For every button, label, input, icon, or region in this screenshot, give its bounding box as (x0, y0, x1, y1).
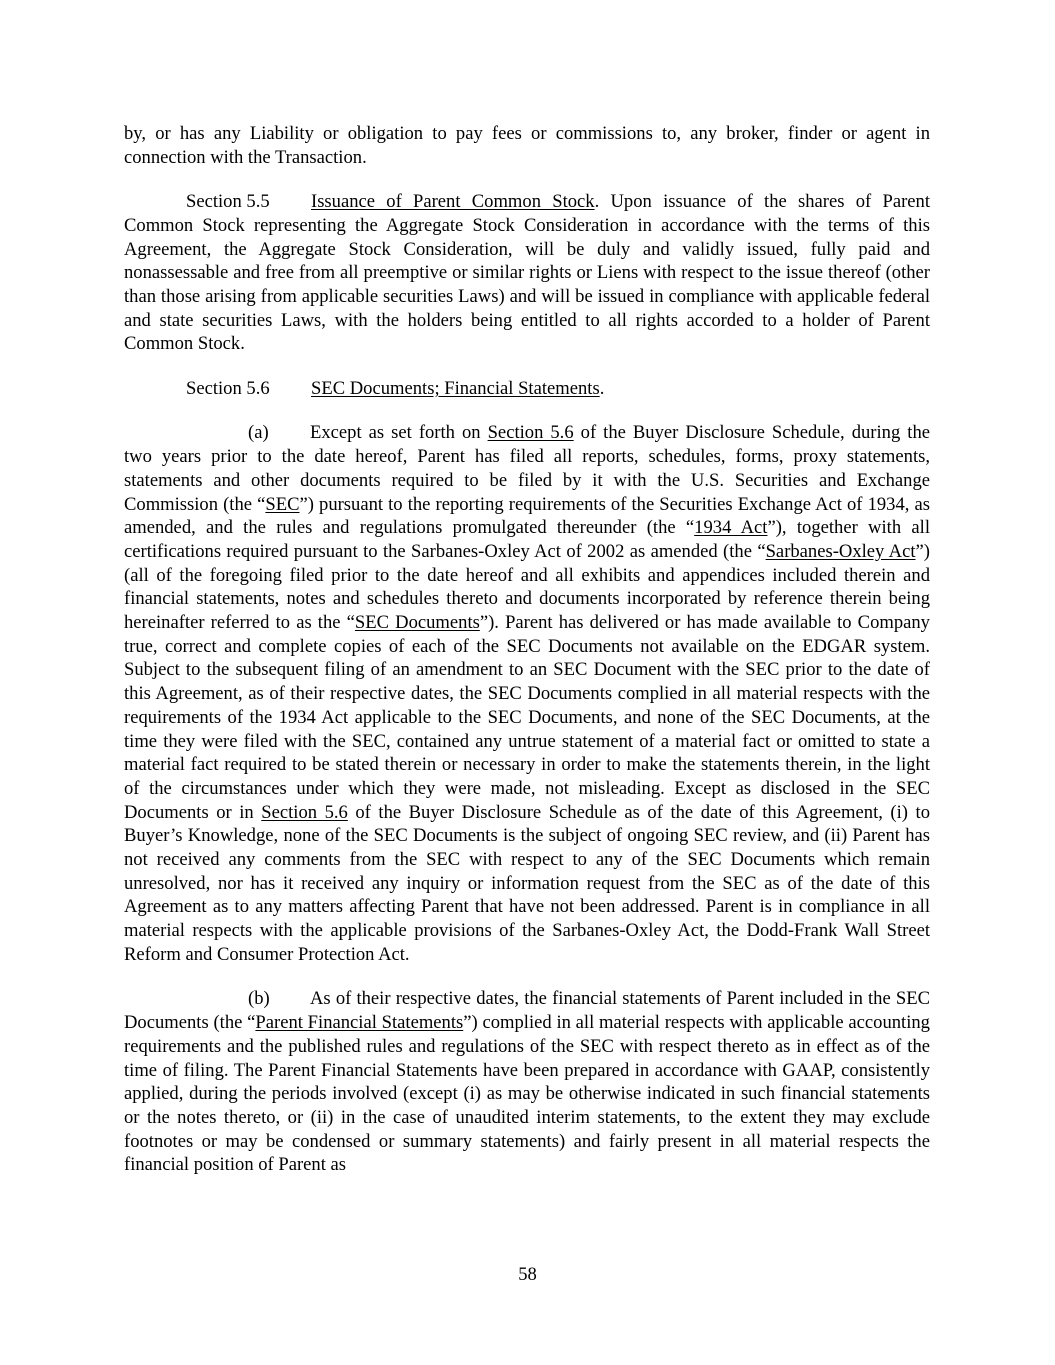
section-reference: Section 5.6 (261, 801, 348, 823)
paragraph-b-label: (b) (248, 988, 270, 1010)
paragraph-a-text: ”). Parent has delivered or has made available to Company true, correct and complete copies of each of the SEC Documents not available on the EDGAR system. Subject to the subsequent filing of an amendment to an SEC Document with the SEC prior to the date of this Agreement, as of their respective dates, the SEC Documents complied in all material respects with the requirements of the 1934 Act applicable to the SEC Documents, and none of the SEC Documents, at the time they were filed with the SEC, contained any untrue statement of a material fact or omitted to state a material fact required to be stated therein or necessary in order to make the statements therein, in the light of the circumstances under which they were made, not misleading. Except as disclosed in the SEC Documents or in (124, 612, 930, 823)
defined-term-parent-financial-statements: Parent Financial Statements (255, 1012, 464, 1034)
section-5-5-paragraph (124, 190, 930, 356)
carryover-text: by, or has any Liability or obligation to pay fees or commissions to, any broker, finder or agent in connection with the Transaction. (124, 123, 930, 168)
section-reference: Section 5.6 (487, 422, 574, 444)
carryover-paragraph (124, 122, 930, 169)
paragraph-a-text: ”) (all of the foregoing filed prior to the date hereof and all exhibits and appendices included therein and financial statements, notes and schedules thereto and documents incorporated by reference therein being hereinafter referred to as the “ (124, 540, 930, 634)
page-number: 58 (518, 1264, 537, 1285)
paragraph-a-text: of the Buyer Disclosure Schedule, during the two years prior to the date hereof, Parent has filed all reports, schedules, forms, proxy statements, statements and other documents required to be filed by it with the U.S. Securities and Exchange Commission (the “ (124, 422, 930, 515)
section-5-5-number: Section 5.5 (186, 191, 270, 213)
paragraph-b (124, 987, 930, 1177)
paragraph-b-text: ”) complied in all material respects with applicable accounting requirements and the published rules and regulations of the SEC with respect thereto as in effect as of the time of filing. The Parent Financial Statements have been prepared in accordance with GAAP, consistently applied, during the periods involved (except (i) as may be otherwise indicated in such financial statements or the notes thereto, or (ii) in the case of unaudited interim statements, to the extent they may exclude footnotes or may be condensed or summary statements) and fairly present in all material respects the financial position of Parent as (124, 1012, 930, 1176)
paragraph-a (124, 421, 930, 966)
paragraph-a-label: (a) (248, 422, 269, 444)
defined-term-sarbanes-oxley: Sarbanes-Oxley Act (765, 540, 916, 562)
paragraph-b-text: As of their respective dates, the financial statements of Parent included in the SEC Documents (the “ (124, 988, 930, 1034)
section-5-5-body: . Upon issuance of the shares of Parent Common Stock representing the Aggregate Stock Consideration in accordance with the terms of this Agreement, the Aggregate Stock Consideration, will be duly and validly issued, fully paid and nonassessable and free from all preemptive or similar rights or Liens with respect to the issue thereof (other than those arising from applicable securities Laws) and will be issued in compliance with applicable federal and state securities Laws, with the holders being entitled to all rights accorded to a holder of Parent Common Stock. (124, 191, 930, 355)
section-5-5-heading: Issuance of Parent Common Stock (311, 191, 595, 213)
paragraph-a-text: ”), together with all certifications required pursuant to the Sarbanes-Oxley Act of 2002 as amended (the “ (124, 517, 930, 562)
defined-term-1934-act: 1934 Act (694, 517, 768, 539)
paragraph-a-text: of the Buyer Disclosure Schedule as of the date of this Agreement, (i) to Buyer’s Knowledge, none of the SEC Documents is the subject of ongoing SEC review, and (ii) Parent has not received any comments from the SEC with respect to any of the SEC Documents which remain unresolved, nor has it received any inquiry or information request from the SEC as of the date of this Agreement as to any matters affecting Parent that have not been addressed. Parent is in compliance in all material respects with the applicable provisions of the Sarbanes-Oxley Act, the Dodd-Frank Wall Street Reform and Consumer Protection Act. (124, 801, 930, 965)
section-5-6-heading: SEC Documents; Financial Statements (311, 377, 600, 399)
defined-term-sec-documents: SEC Documents (354, 612, 480, 634)
paragraph-a-text: Except as set forth on (310, 422, 488, 444)
document-page (124, 122, 930, 1198)
section-5-6-number: Section 5.6 (186, 377, 270, 399)
defined-term-sec: SEC (265, 493, 300, 515)
paragraph-a-text: ”) pursuant to the reporting requirements of the Securities Exchange Act of 1934, as amended, and the rules and regulations promulgated thereunder (the “ (124, 493, 930, 539)
section-5-6-heading-end: . (599, 377, 605, 399)
section-5-6-heading-paragraph (124, 377, 930, 401)
